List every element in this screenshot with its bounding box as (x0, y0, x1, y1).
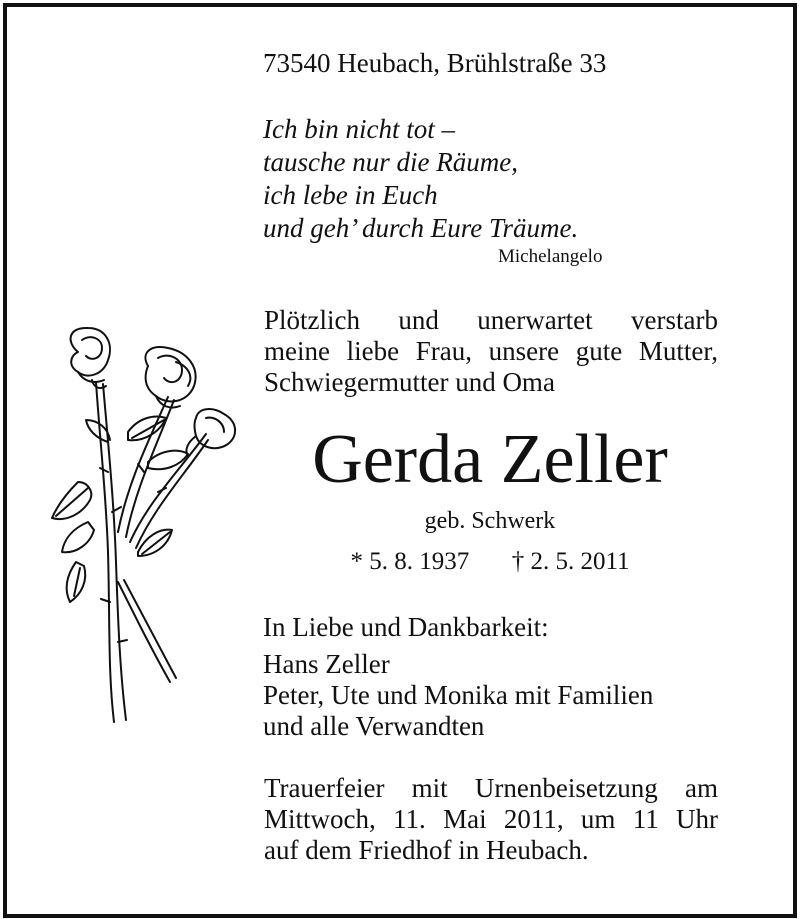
deceased-name: Gerda Zeller (312, 421, 668, 498)
poem-line: ich lebe in Euch (263, 180, 438, 210)
life-dates (263, 548, 717, 576)
family-member: Peter, Ute und Monika mit Familien (263, 680, 654, 710)
service-line: Trauerfeier mit Urnenbeisetzung am (264, 773, 718, 803)
birth-date: * 5. 8. 1937 (350, 548, 470, 575)
service-line: auf dem Friedhof in Heubach. (264, 835, 589, 865)
poem (263, 113, 578, 245)
announcement-line: meine liebe Frau, unsere gute Mutter, (264, 336, 718, 366)
poem-line: und geh’ durch Eure Träume. (263, 213, 579, 243)
maiden-name: geb. Schwerk (424, 508, 556, 534)
poem-author: Michelangelo (498, 246, 603, 267)
announcement-line: Schwiegermutter und Oma (264, 367, 555, 397)
service-info (264, 773, 718, 866)
announcement-line: Plötzlich und unerwartet verstarb (264, 305, 718, 335)
address: 73540 Heubach, Brühlstraße 33 (263, 48, 607, 78)
announcement (264, 305, 718, 398)
family-member: und alle Verwandten (263, 711, 485, 741)
family-list (263, 649, 653, 742)
poem-line: Ich bin nicht tot – (263, 114, 455, 144)
family-member: Hans Zeller (263, 649, 390, 679)
roses-bouquet-icon (48, 322, 248, 732)
poem-line: tausche nur die Räume, (263, 147, 518, 177)
service-line: Mittwoch, 11. Mai 2011, um 11 Uhr (264, 804, 718, 834)
thanks-line: In Liebe und Dankbarkeit: (263, 612, 549, 642)
death-date: † 2. 5. 2011 (511, 548, 630, 575)
